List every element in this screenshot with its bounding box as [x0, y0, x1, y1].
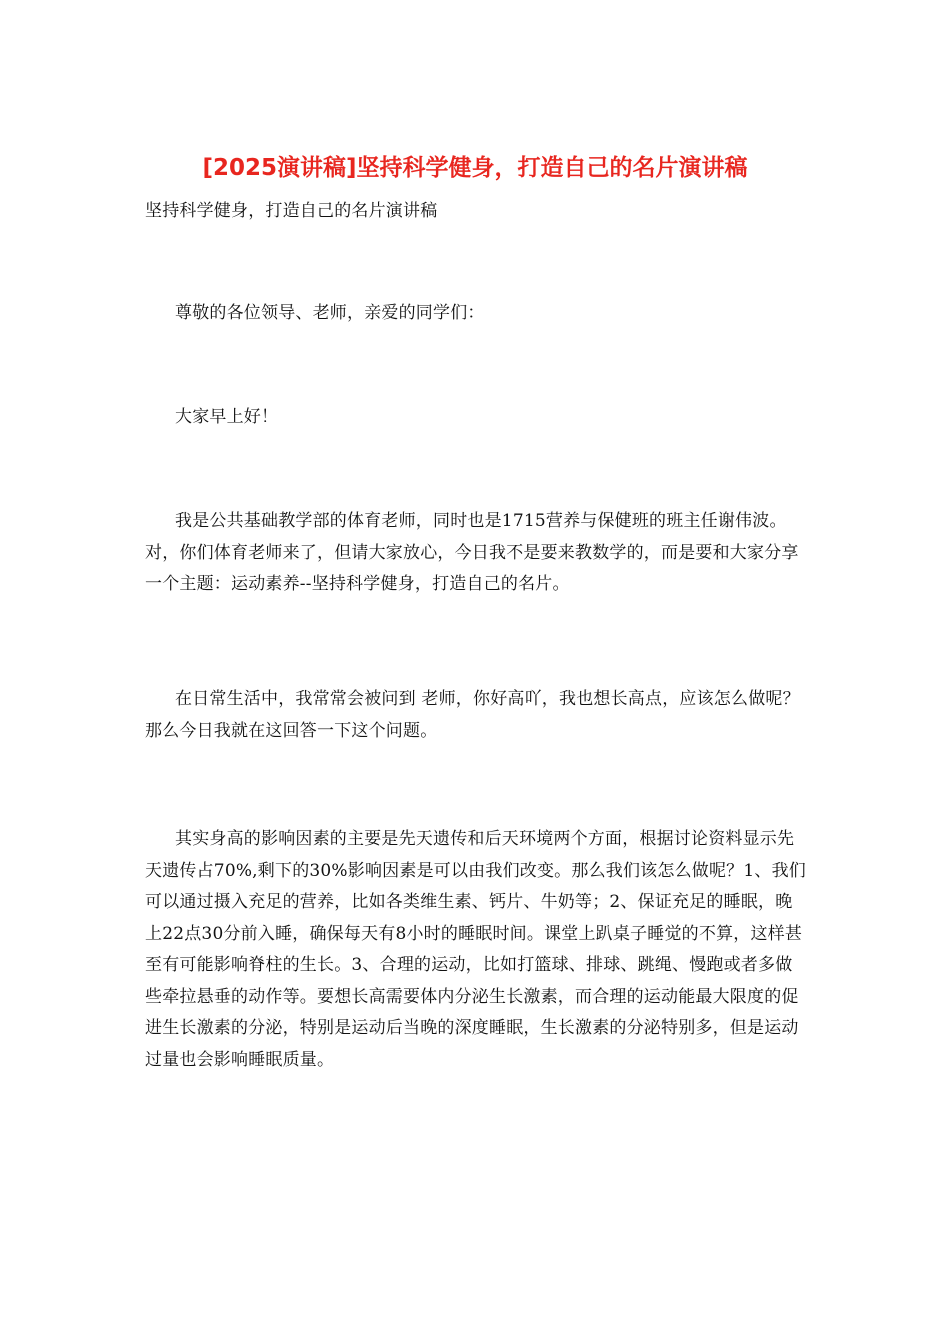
- salutation-paragraph: 尊敬的各位领导、老师，亲爱的同学们：: [175, 303, 485, 323]
- introduction-paragraph: 我是公共基础教学部的体育老师，同时也是1715营养与保健班的班主任谢伟波。对，你们体育老师来了，但请大家放心，今日我不是要来教数学的，而是要和大家分享一个主题：运动素养--坚持科学健身，打造自己的名片。: [145, 511, 799, 594]
- greeting-paragraph: 大家早上好！: [175, 407, 279, 427]
- document-subtitle: 坚持科学健身，打造自己的名片演讲稿: [145, 201, 438, 221]
- document-title: [2025演讲稿]坚持科学健身，打造自己的名片演讲稿: [202, 155, 748, 181]
- question-paragraph: 在日常生活中，我常常会被问到 老师，你好高吖，我也想长高点，应该怎么做呢？ 那么今日我就在这回答一下这个问题。: [145, 689, 800, 741]
- height-factors-paragraph: 其实身高的影响因素的主要是先天遗传和后天环境两个方面，根据讨论资料显示先天遗传占70%,剩下的30%影响因素是可以由我们改变。那么我们该怎么做呢？1、我们可以通过摄入充足的营养，比如各类维生素、钙片、牛奶等；2、保证充足的睡眠，晚上22点30分前入睡，确保每天有8小时的睡眠时间。课堂上趴桌子睡觉的不算，这样甚至有可能影响脊柱的生长。3、合理的运动，比如打篮球、排球、跳绳、慢跑或者多做些牵拉悬垂的动作等。要想长高需要体内分泌生长激素，而合理的运动能最大限度的促进生长激素的分泌，特别是运动后当晚的深度睡眠，生长激素的分泌特别多，但是运动过量也会影响睡眠质量。: [145, 829, 806, 1070]
